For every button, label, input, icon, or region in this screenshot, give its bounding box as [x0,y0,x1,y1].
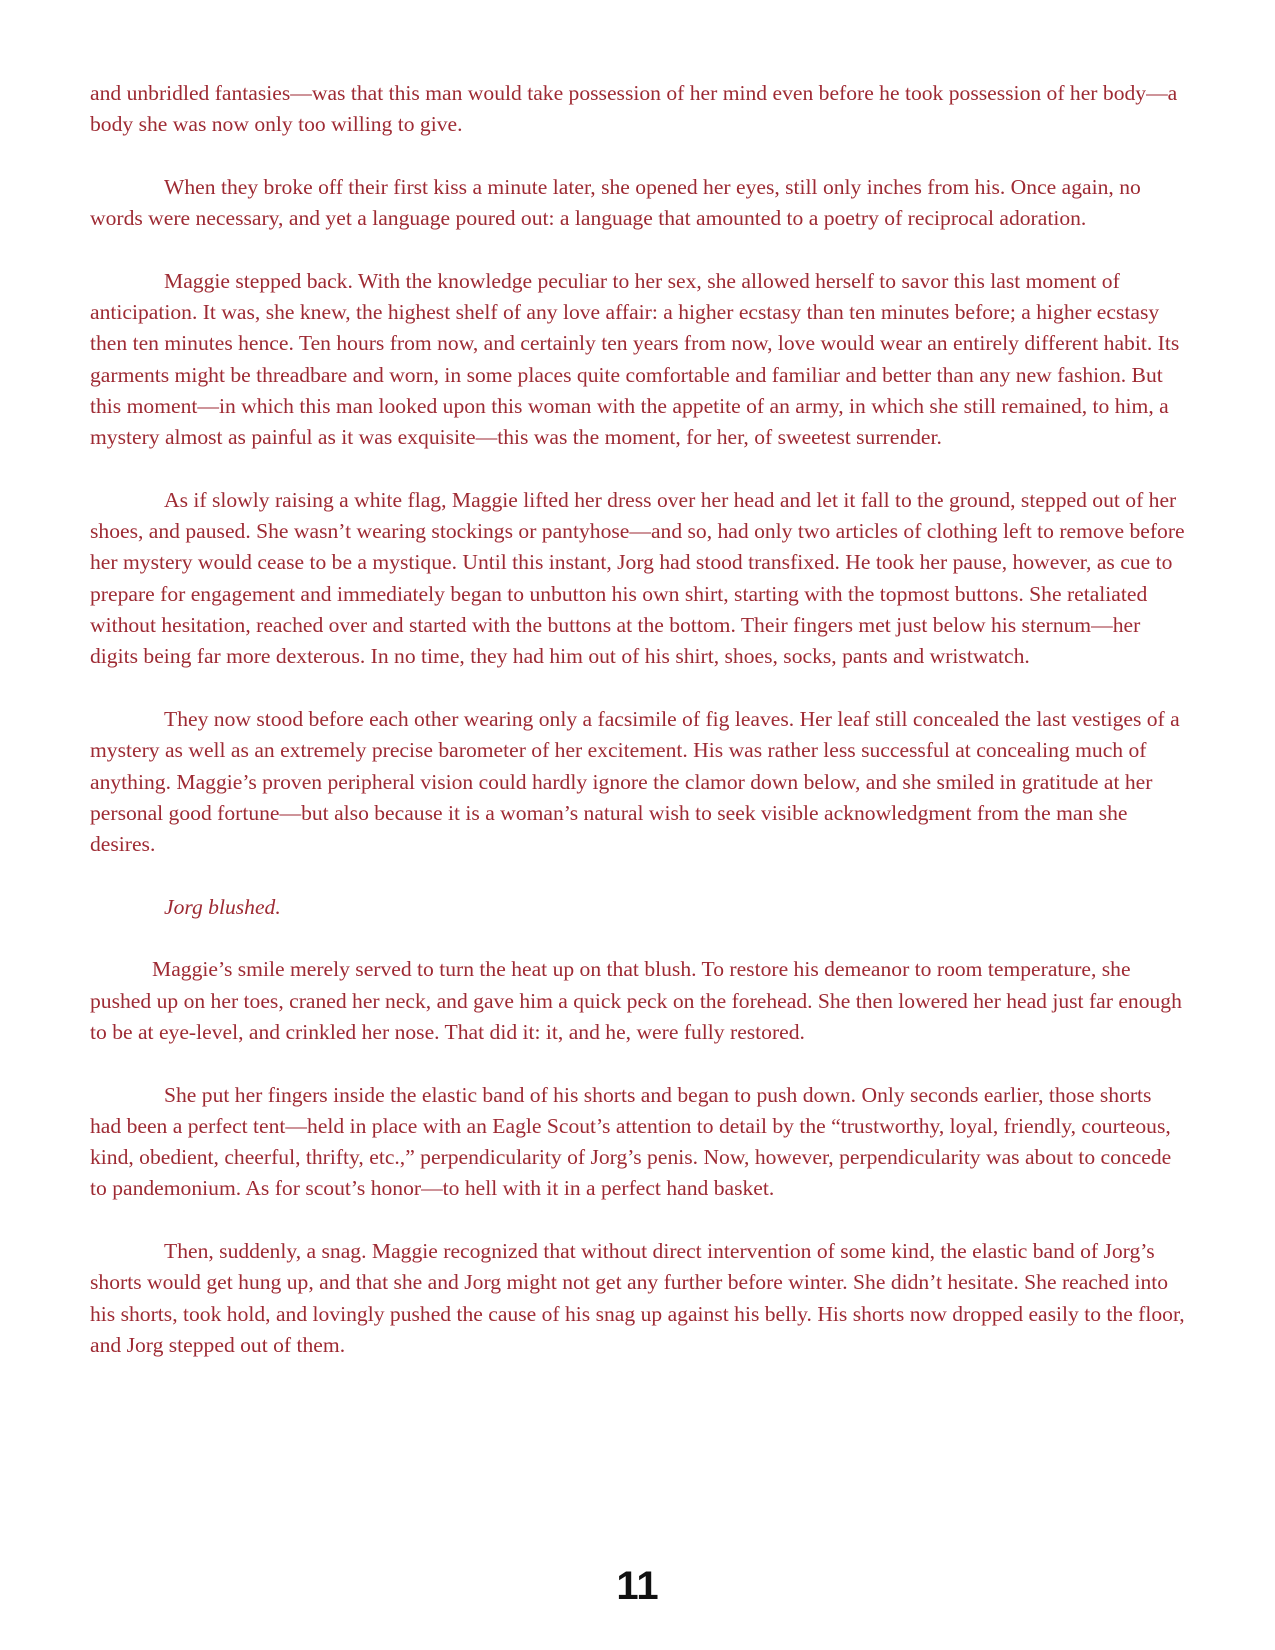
paragraph-white-flag: As if slowly raising a white flag, Maggie lifted her dress over her head and let it fall to the ground, stepped out of her shoes, and paused. She wasn’t wearing stockings or pantyhose—and so, had only two articles of clothing left to remove before her mystery would cease to be a mystique. Until this instant, Jorg had stood transfixed. He took her pause, however, as cue to prepare for engagement and immediately began to unbutton his own shirt, starting with the topmost buttons. She retaliated without hesitation, reached over and started with the buttons at the bottom. Their fingers met just below his sternum—her digits being far more dexterous. In no time, they had him out of his shirt, shoes, socks, pants and wristwatch. [90,487,1185,669]
page-body [90,78,1185,1392]
paragraph-smile: Maggie’s smile merely served to turn the heat up on that blush. To restore his demeanor to room temperature, she pushed up on her toes, craned her neck, and gave him a quick peck on the forehead. She then lowered her head just far enough to be at eye-level, and crinkled her nose. That did it: it, and he, were fully restored. [90,957,1182,1044]
paragraph-snag: Then, suddenly, a snag. Maggie recognized that without direct intervention of some kind, the elastic band of Jorg’s shorts would get hung up, and that she and Jorg might not get any further before winter. She didn’t hesitate. She reached into his shorts, took hold, and lovingly pushed the cause of his snag up against his belly. His shorts now dropped easily to the floor, and Jorg stepped out of them. [90,1238,1185,1357]
paragraph-blushed: Jorg blushed. [164,894,281,919]
page-number: 11 [616,1564,659,1608]
paragraph-elastic-band: She put her fingers inside the elastic band of his shorts and began to push down. Only seconds earlier, those shorts had been a perfect tent—held in place with an Eagle Scout’s attention to detail by the “trustworthy, loyal, friendly, courteous, kind, obedient, cheerful, thrifty, etc.,” perpendicularity of Jorg’s penis. Now, however, perpendicularity was about to concede to pandemonium. As for scout’s honor—to hell with it in a perfect hand basket. [90,1082,1172,1201]
paragraph-anticipation: Maggie stepped back. With the knowledge peculiar to her sex, she allowed herself to savor this last moment of anticipation. It was, she knew, the highest shelf of any love affair: a higher ecstasy than ten minutes before; a higher ecstasy then ten minutes hence. Ten hours from now, and certainly ten years from now, love would wear an entirely different habit. Its garments might be threadbare and worn, in some places quite comfortable and familiar and better than any new fashion. But this moment—in which this man looked upon this woman with the appetite of an army, in which she still remained, to him, a mystery almost as painful as it was exquisite—this was the moment, for her, of sweetest surrender. [90,268,1180,450]
paragraph-first-kiss: When they broke off their first kiss a minute later, she opened her eyes, still only inches from his. Once again, no words were necessary, and yet a language poured out: a language that amounted to a poetry of reciprocal adoration. [90,174,1141,231]
paragraph-fig-leaves: They now stood before each other wearing only a facsimile of fig leaves. Her leaf still concealed the last vestiges of a mystery as well as an extremely precise barometer of her excitement. His was rather less successful at concealing much of anything. Maggie’s proven peripheral vision could hardly ignore the clamor down below, and she smiled in gratitude at her personal good fortune—but also because it is a woman’s natural wish to seek visible acknowledgment from the man she desires. [90,706,1180,857]
paragraph-continuation: and unbridled fantasies—was that this man would take possession of her mind even before he took possession of her body—a body she was now only too willing to give. [90,81,1178,137]
